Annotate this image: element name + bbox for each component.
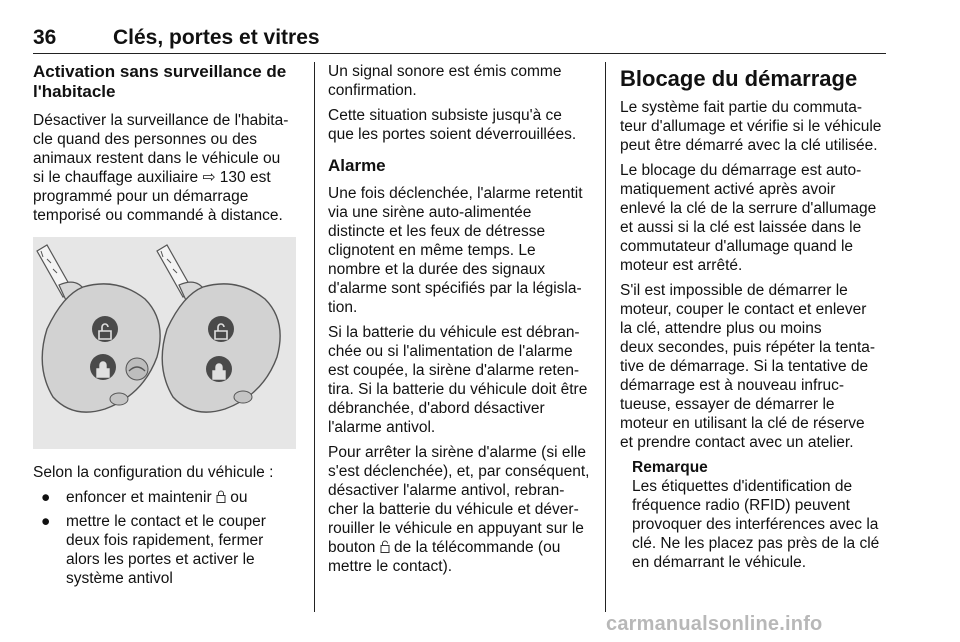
text-line: moteur, couper le contact et enlever bbox=[620, 301, 867, 318]
immobilizer-paragraph-1 bbox=[620, 98, 888, 155]
text-line: deux secondes, puis répéter la tenta- bbox=[620, 339, 876, 356]
text-line: et prendre contact avec un atelier. bbox=[620, 434, 854, 451]
text-line: peut être démarré avec la clé utilisée. bbox=[620, 137, 878, 154]
text-line: tira. Si la batterie du véhicule doit être bbox=[328, 381, 588, 398]
column-divider-1 bbox=[314, 62, 315, 612]
text-line: Désactiver la surveillance de l'habita- bbox=[33, 112, 289, 129]
bullet-text: alors les portes et activer le bbox=[66, 551, 255, 568]
page-number: 36 bbox=[33, 26, 57, 49]
bullet-text: deux fois rapidement, fermer bbox=[66, 532, 264, 549]
text-line: est coupée, la sirène d'alarme reten- bbox=[328, 362, 580, 379]
text-line: animaux restent dans le véhicule ou bbox=[33, 150, 281, 167]
bullet-text-suffix: ou bbox=[230, 489, 248, 506]
alarm-paragraph-1 bbox=[328, 184, 598, 317]
crossref-link[interactable]: 130 est bbox=[219, 169, 271, 186]
text-line: débranchée, d'abord désactiver bbox=[328, 400, 545, 417]
intro-paragraph bbox=[33, 111, 305, 225]
text-line: enlevé la clé de la serrure d'allumage bbox=[620, 200, 877, 217]
key-fob-illustration bbox=[33, 237, 296, 449]
text-line: clignotent en même temps. Le bbox=[328, 242, 536, 259]
text-line: temporisé ou commandé à distance. bbox=[33, 207, 283, 224]
alarm-heading: Alarme bbox=[328, 156, 386, 175]
text-line: nombre et la durée des signaux bbox=[328, 261, 546, 278]
text-line: Une fois déclenchée, l'alarme retentit bbox=[328, 185, 583, 202]
text-line: cher la batterie du véhicule et déver- bbox=[328, 501, 579, 518]
immobilizer-paragraph-2 bbox=[620, 161, 888, 275]
immobilizer-heading: Blocage du démarrage bbox=[620, 66, 858, 91]
confirmation-paragraph bbox=[328, 62, 598, 100]
bullet-dot: ● bbox=[41, 513, 51, 530]
text-line: Un signal sonore est émis comme bbox=[328, 63, 562, 80]
text-line: cle quand des personnes ou des bbox=[33, 131, 258, 148]
text-line: d'alarme sont spécifiés par la législa- bbox=[328, 280, 582, 297]
situation-paragraph bbox=[328, 106, 598, 144]
bullet-item-2 bbox=[33, 512, 305, 588]
config-label: Selon la configuration du véhicule : bbox=[33, 464, 274, 481]
bullet-dot: ● bbox=[41, 489, 51, 506]
text-line: teur d'allumage et vérifie si le véhicule bbox=[620, 118, 882, 135]
text-line: de la télécommande (ou bbox=[394, 539, 561, 556]
column-3 bbox=[620, 62, 888, 572]
text-line: commutateur d'allumage quand le bbox=[620, 238, 854, 255]
immobilizer-paragraph-3 bbox=[620, 281, 888, 452]
text-line: mettre le contact). bbox=[328, 558, 453, 575]
text-line: que les portes soient déverrouillées. bbox=[328, 126, 577, 143]
text-line: s'est déclenchée), et, par conséquent, bbox=[328, 463, 590, 480]
note-line: fréquence radio (RFID) peuvent bbox=[632, 497, 850, 514]
text-line: S'il est impossible de démarrer le bbox=[620, 282, 848, 299]
text-line: tueuse, essayer de démarrer le bbox=[620, 396, 835, 413]
note-line: Les étiquettes d'identification de bbox=[632, 478, 853, 495]
heading-line: Activation sans surveillance de bbox=[33, 62, 287, 81]
alarm-paragraph-2 bbox=[328, 323, 598, 437]
watermark: carmanualsonline.info bbox=[606, 613, 823, 635]
text-line: via une sirène auto-alimentée bbox=[328, 204, 532, 221]
text-line: matiquement activé après avoir bbox=[620, 181, 836, 198]
text-line: distincte et les feux de détresse bbox=[328, 223, 546, 240]
text-line: moteur en utilisant la clé de réserve bbox=[620, 415, 865, 432]
note-line: en démarrant le véhicule. bbox=[632, 554, 807, 571]
text-line: Cette situation subsiste jusqu'à ce bbox=[328, 107, 562, 124]
text-line: Si la batterie du véhicule est débran- bbox=[328, 324, 580, 341]
text-line: Le blocage du démarrage est auto- bbox=[620, 162, 862, 179]
text-line: chée ou si l'alimentation de l'alarme bbox=[328, 343, 573, 360]
note-line: clé. Ne les placez pas près de la clé bbox=[632, 535, 880, 552]
text-line: bouton bbox=[328, 539, 376, 556]
header-rule bbox=[33, 53, 886, 54]
page-header bbox=[33, 26, 886, 52]
column-divider-2 bbox=[605, 62, 606, 612]
note-box bbox=[620, 458, 888, 572]
text-line: moteur est arrêté. bbox=[620, 257, 743, 274]
heading-line: l'habitacle bbox=[33, 82, 116, 101]
lock-icon bbox=[216, 490, 226, 503]
text-line: si le chauffage auxiliaire bbox=[33, 169, 199, 186]
unlock-icon bbox=[380, 540, 390, 553]
text-line: démarrage est à nouveau infruc- bbox=[620, 377, 845, 394]
text-line: la clé, attendre plus ou moins bbox=[620, 320, 822, 337]
text-line: l'alarme antivol. bbox=[328, 419, 436, 436]
text-line: Le système fait partie du commuta- bbox=[620, 99, 863, 116]
alarm-paragraph-3 bbox=[328, 443, 598, 576]
crossref-arrow-icon: ⇨ bbox=[202, 169, 216, 186]
column-1 bbox=[33, 62, 305, 593]
bullet-item-1 bbox=[33, 488, 305, 507]
text-line: et aussi si la clé est laissée dans le bbox=[620, 219, 862, 236]
bullet-text: système antivol bbox=[66, 570, 173, 587]
text-line: tive de démarrage. Si la tentative de bbox=[620, 358, 869, 375]
text-line: rouiller le véhicule en appuyant sur le bbox=[328, 520, 584, 537]
text-line: tion. bbox=[328, 299, 358, 316]
text-line: confirmation. bbox=[328, 82, 417, 99]
text-line: désactiver l'alarme antivol, rebran- bbox=[328, 482, 565, 499]
text-line: Pour arrêter la sirène d'alarme (si elle bbox=[328, 444, 586, 461]
bullet-text: enfoncer et maintenir bbox=[66, 489, 212, 506]
bullet-text: mettre le contact et le couper bbox=[66, 513, 266, 530]
note-title: Remarque bbox=[632, 459, 708, 476]
column-2 bbox=[328, 62, 598, 582]
chapter-title: Clés, portes et vitres bbox=[113, 26, 320, 49]
section-heading-habitacle bbox=[33, 62, 305, 102]
note-line: provoquer des interférences avec la bbox=[632, 516, 879, 533]
text-line: programmé pour un démarrage bbox=[33, 188, 249, 205]
